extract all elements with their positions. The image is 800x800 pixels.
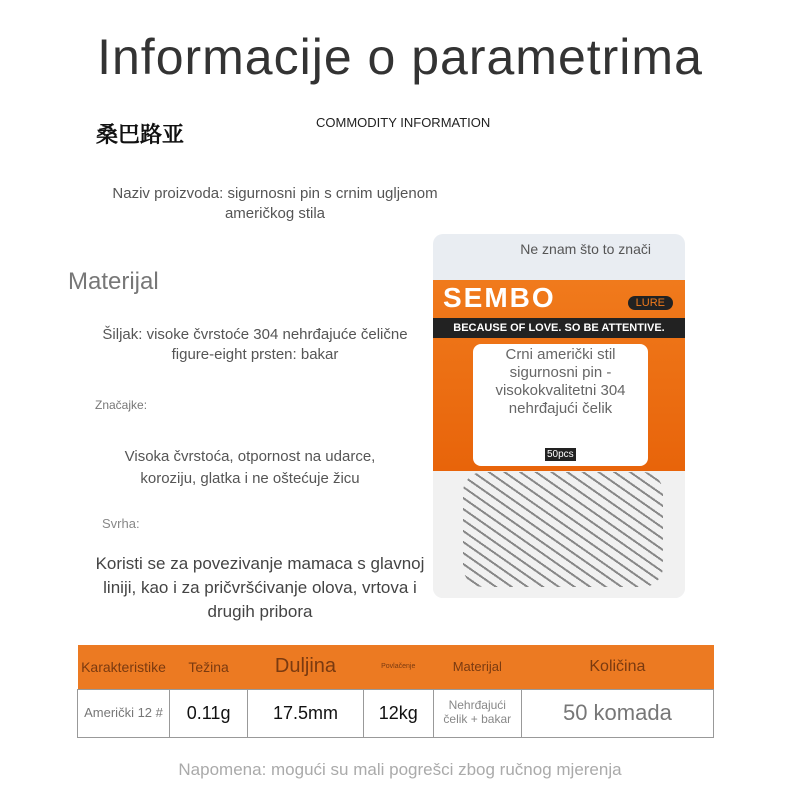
measurement-note: Napomena: mogući su mali pogrešci zbog ručnog mjerenja [178,760,622,779]
package-lure-badge: LURE [628,296,673,310]
material-text: Šiljak: visoke čvrstoće 304 nehrđajuće čelične figure-eight prsten: bakar [102,326,408,363]
cell-length: 17.5mm [248,689,364,737]
header-characteristics: Karakteristike [78,645,170,689]
cell-size: Američki 12 # [78,689,170,737]
commodity-label: COMMODITY INFORMATION [316,115,491,130]
package-slogan: BECAUSE OF LOVE. SO BE ATTENTIVE. [433,318,685,338]
purpose-label: Svrha: [102,516,140,531]
header-quantity: Količina [521,645,713,689]
header-weight: Težina [170,645,248,689]
cell-quantity: 50 komada [521,689,713,737]
page-title: Informacije o parametrima [97,29,703,85]
features-label: Značajke: [95,398,148,412]
header-pull: Povlačenje [363,645,433,689]
header-material: Materijal [433,645,521,689]
product-image [433,234,685,598]
package-brand: SEMBO [443,282,556,313]
cell-material: Nehrđajući čelik + bakar [433,689,521,737]
cell-pull: 12kg [363,689,433,737]
package-note: Ne znam što to znači [520,241,651,257]
spec-table [77,645,714,738]
package-count: 50pcs [547,449,574,460]
brand-label: 桑巴路亚 [96,122,185,147]
product-name: Naziv proizvoda: sigurnosni pin s crnim ugljenom američkog stila [112,185,438,222]
cell-weight: 0.11g [170,689,248,737]
material-heading: Materijal [68,268,159,295]
header-length: Duljina [248,645,364,689]
package-product-name: Crni američki stil sigurnosni pin - visokokvalitetni 304 nehrđajući čelik [495,346,626,417]
features-text: Visoka čvrstoća, otpornost na udarce, koroziju, glatka i ne oštećuje žicu [124,448,376,487]
pins-image [463,472,663,587]
purpose-text: Koristi se za povezivanje mamaca s glavnoj liniji, kao i za pričvršćivanje olova, vrtova i drugih pribora [95,554,425,621]
table-row [78,689,714,737]
